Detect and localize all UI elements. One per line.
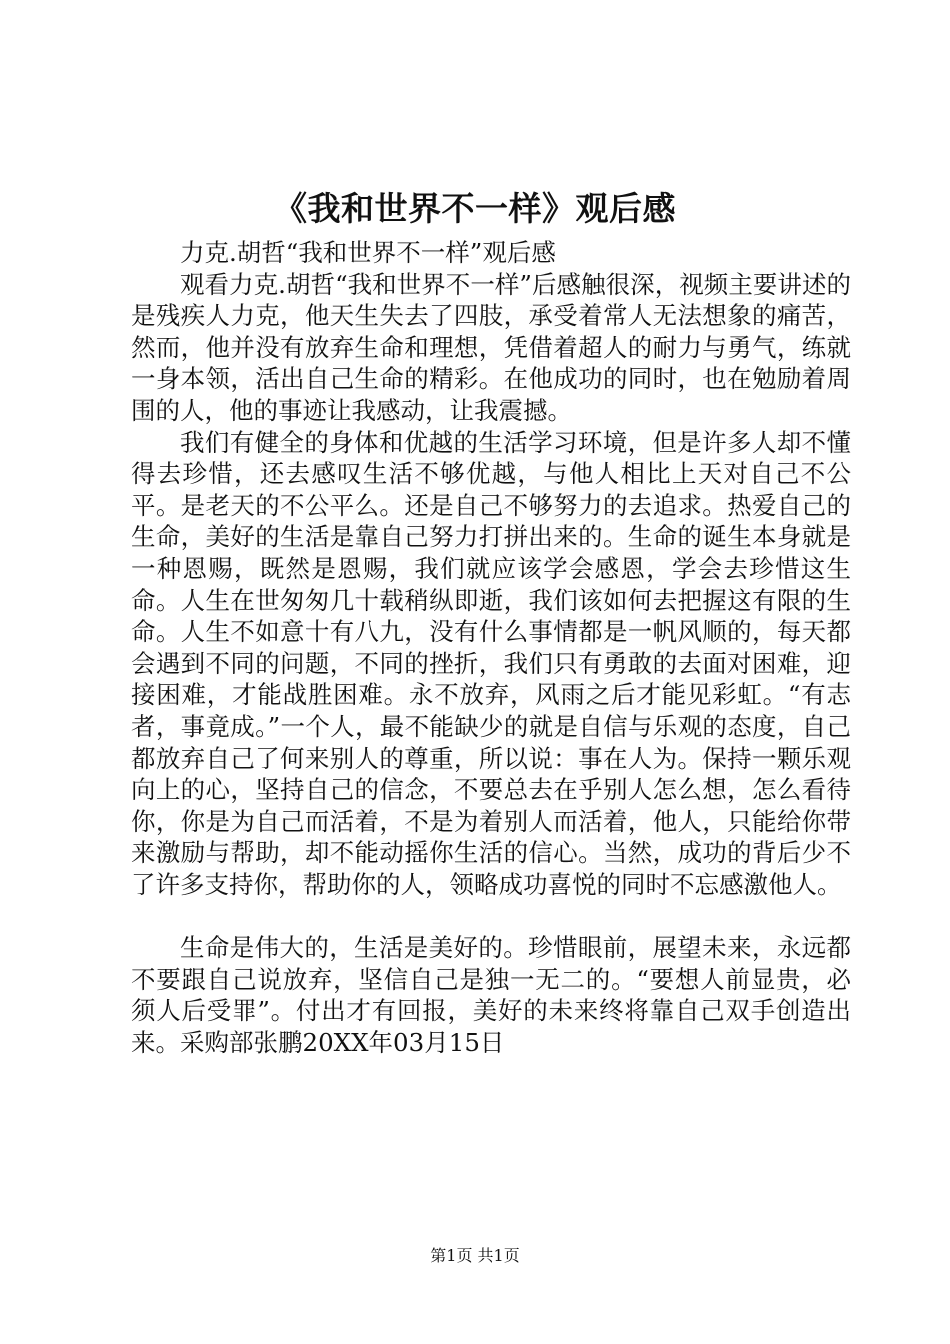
document-body: [131, 237, 851, 1058]
subtitle-paragraph: 力克.胡哲“我和世界不一样”观后感: [180, 238, 556, 267]
body-paragraph: 观看力克.胡哲“我和世界不一样”后感触很深，视频主要讲述的是残疾人力克，他天生失去了四肢，承受着常人无法想象的痛苦，然而，他并没有放弃生命和理想，凭借着超人的耐力与勇气，练就一身本领，活出自己生命的精彩。在他成功的同时，也在勉励着周围的人，他的事迹让我感动，让我震撼。: [131, 269, 851, 425]
page-footer: 第1页 共1页: [430, 1246, 520, 1265]
body-paragraph: 我们有健全的身体和优越的生活学习环境，但是许多人却不懂得去珍惜，还去感叹生活不够优越，与他人相比上天对自己不公平。是老天的不公平么。还是自己不够努力的去追求。热爱自己的生命，美好的生活是靠自己努力打拼出来的。生命的诞生本身就是一种恩赐，既然是恩赐，我们就应该学会感恩，学会去珍惜这生命。人生在世匆匆几十载稍纵即逝，我们该如何去把握这有限的生命。人生不如意十有八九，没有什么事情都是一帆风顺的，每天都会遇到不同的问题，不同的挫折，我们只有勇敢的去面对困难，迎接困难，才能战胜困难。永不放弃，风雨之后才能见彩虹。“有志者，事竟成。”一个人，最不能缺少的就是自信与乐观的态度，自己都放弃自己了何来别人的尊重，所以说：事在人为。保持一颗乐观向上的心，坚持自己的信念，不要总去在乎别人怎么想，怎么看待你，你是为自己而活着，不是为着别人而活着，他人，只能给你带来激励与帮助，却不能动摇你生活的信心。当然，成功的背后少不了许多支持你，帮助你的人，领略成功喜悦的同时不忘感激他人。: [131, 427, 851, 899]
closing-paragraph: 生命是伟大的，生活是美好的。珍惜眼前，展望未来，永远都不要跟自己说放弃，坚信自己是独一无二的。“要想人前显贵，必须人后受罪”。付出才有回报，美好的未来终将靠自己双手创造出来。采购部张鹏20XX年03月15日: [131, 933, 851, 1057]
document-title: 《我和世界不一样》观后感: [274, 189, 676, 228]
